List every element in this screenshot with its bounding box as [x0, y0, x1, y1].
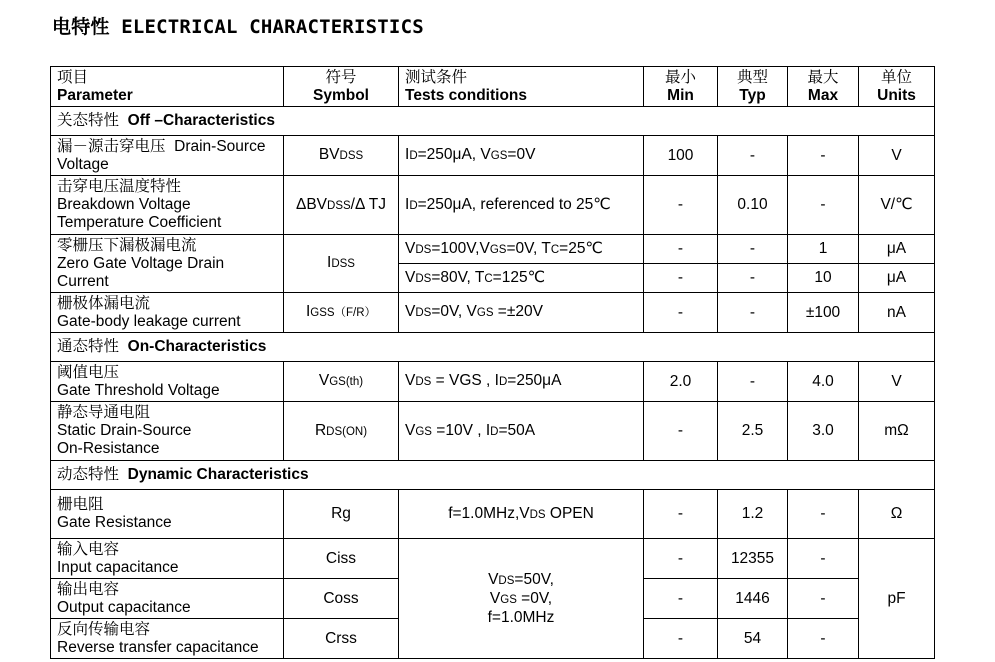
symbol-cell: IDSS [284, 235, 399, 293]
param-cell: 静态导通电阻 Static Drain-Source On-Resistance [51, 402, 284, 461]
max-cell: 4.0 [788, 362, 859, 402]
table-row [51, 539, 935, 579]
min-cell: - [644, 539, 718, 579]
capacitance-condition-cell: VDS=50V, VGS =0V, f=1.0MHz [399, 539, 644, 659]
table-row [51, 136, 935, 176]
max-cell: - [788, 579, 859, 619]
symbol-cell: RDS(ON) [284, 402, 399, 461]
param-cell: 栅极体漏电流 Gate-body leakage current [51, 293, 284, 333]
typ-cell: 12355 [718, 539, 788, 579]
typ-cell: 2.5 [718, 402, 788, 461]
typ-cell: - [718, 293, 788, 333]
header-units: 单位 Units [859, 67, 935, 107]
header-tests: 测试条件 Tests conditions [399, 67, 644, 107]
condition-cell: VDS=100V,VGS=0V, TC=25℃ [399, 235, 644, 264]
max-cell: ±100 [788, 293, 859, 333]
unit-cell: μA [859, 264, 935, 293]
min-cell: - [644, 293, 718, 333]
section-off: 关态特性 Off –Characteristics [51, 107, 935, 136]
header-max: 最大 Max [788, 67, 859, 107]
section-on: 通态特性 On-Characteristics [51, 333, 935, 362]
min-cell: - [644, 235, 718, 264]
max-cell: - [788, 490, 859, 539]
param-cell: 栅电阻 Gate Resistance [51, 490, 284, 539]
section-dynamic: 动态特性 Dynamic Characteristics [51, 461, 935, 490]
symbol-cell: IGSS（F/R） [284, 293, 399, 333]
param-cell: 反向传输电容 Reverse transfer capacitance [51, 619, 284, 659]
unit-cell: pF [859, 539, 935, 659]
symbol-cell: VGS(th) [284, 362, 399, 402]
typ-cell: - [718, 235, 788, 264]
unit-cell: mΩ [859, 402, 935, 461]
min-cell: 2.0 [644, 362, 718, 402]
section-title: 电特性 ELECTRICAL CHARACTERISTICS [52, 16, 424, 38]
condition-cell: VDS = VGS , ID=250μA [399, 362, 644, 402]
typ-cell: 0.10 [718, 176, 788, 235]
header-typ: 典型 Typ [718, 67, 788, 107]
param-cell: 漏－源击穿电压 Drain-Source Voltage [51, 136, 284, 176]
param-cell: 阈值电压 Gate Threshold Voltage [51, 362, 284, 402]
min-cell: - [644, 579, 718, 619]
symbol-cell: Rg [284, 490, 399, 539]
param-cell: 输出电容 Output capacitance [51, 579, 284, 619]
unit-cell: nA [859, 293, 935, 333]
unit-cell: V [859, 362, 935, 402]
min-cell: - [644, 264, 718, 293]
param-cell: 输入电容 Input capacitance [51, 539, 284, 579]
max-cell: - [788, 619, 859, 659]
symbol-cell: Crss [284, 619, 399, 659]
condition-cell: VDS=80V, TC=125℃ [399, 264, 644, 293]
table-row [51, 490, 935, 539]
unit-cell: V/℃ [859, 176, 935, 235]
header-row [51, 67, 935, 107]
typ-cell: 54 [718, 619, 788, 659]
electrical-characteristics-table [50, 66, 935, 659]
header-parameter: 项目 Parameter [51, 67, 284, 107]
max-cell: - [788, 176, 859, 235]
max-cell: 1 [788, 235, 859, 264]
min-cell: 100 [644, 136, 718, 176]
unit-cell: μA [859, 235, 935, 264]
table-row [51, 293, 935, 333]
table-row [51, 176, 935, 235]
typ-cell: 1446 [718, 579, 788, 619]
param-cell: 击穿电压温度特性 Breakdown Voltage Temperature Coefficient [51, 176, 284, 235]
symbol-cell: BVDSS [284, 136, 399, 176]
header-symbol: 符号 Symbol [284, 67, 399, 107]
unit-cell: Ω [859, 490, 935, 539]
min-cell: - [644, 490, 718, 539]
table-row [51, 362, 935, 402]
min-cell: - [644, 619, 718, 659]
max-cell: 3.0 [788, 402, 859, 461]
symbol-cell: Coss [284, 579, 399, 619]
min-cell: - [644, 402, 718, 461]
symbol-cell: ΔBVDSS/Δ TJ [284, 176, 399, 235]
table-row [51, 402, 935, 461]
table-row [51, 235, 935, 264]
param-cell: 零栅压下漏极漏电流 Zero Gate Voltage Drain Current [51, 235, 284, 293]
condition-cell: VGS =10V , ID=50A [399, 402, 644, 461]
min-cell: - [644, 176, 718, 235]
condition-cell: ID=250μA, referenced to 25℃ [399, 176, 644, 235]
max-cell: 10 [788, 264, 859, 293]
typ-cell: 1.2 [718, 490, 788, 539]
typ-cell: - [718, 362, 788, 402]
symbol-cell: Ciss [284, 539, 399, 579]
condition-cell: ID=250μA, VGS=0V [399, 136, 644, 176]
header-min: 最小 Min [644, 67, 718, 107]
condition-cell: VDS=0V, VGS =±20V [399, 293, 644, 333]
typ-cell: - [718, 136, 788, 176]
max-cell: - [788, 136, 859, 176]
max-cell: - [788, 539, 859, 579]
unit-cell: V [859, 136, 935, 176]
typ-cell: - [718, 264, 788, 293]
condition-cell: f=1.0MHz,VDS OPEN [399, 490, 644, 539]
